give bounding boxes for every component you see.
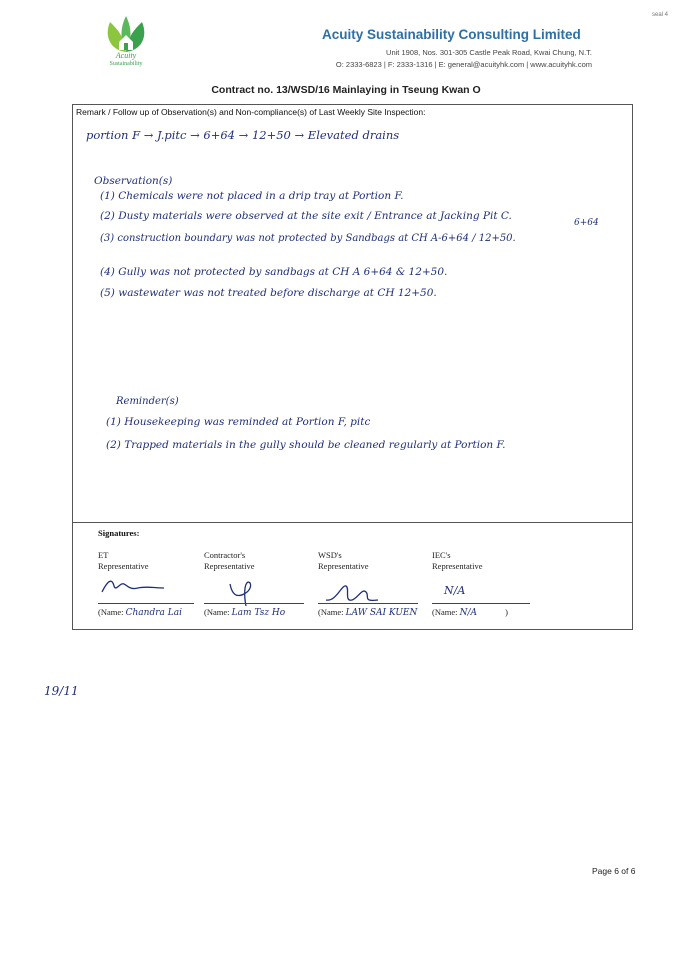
page-number: Page 6 of 6	[592, 866, 636, 876]
contractor-signature-line	[204, 603, 304, 604]
contractor-role: Contractor's Representative	[204, 550, 255, 571]
company-name: Acuity Sustainability Consulting Limited	[322, 27, 581, 42]
wsd-role: WSD's Representative	[318, 550, 369, 571]
iec-role: IEC's Representative	[432, 550, 483, 571]
route-note: portion F → J.pitc → 6+64 → 12+50 → Elevated drains	[86, 128, 400, 142]
signatures-heading: Signatures:	[98, 528, 140, 538]
contract-title: Contract no. 13/WSD/16 Mainlaying in Tseung Kwan O	[211, 84, 481, 96]
observation-item: (4) Gully was not protected by sandbags at CH A 6+64 & 12+50.	[100, 266, 448, 278]
remark-label: Remark / Follow up of Observation(s) and Non-compliance(s) of Last Weekly Site Inspection:	[76, 107, 426, 117]
observations-heading: Observation(s)	[94, 175, 173, 187]
contractor-name-field: (Name: Lam Tsz Ho	[204, 607, 286, 618]
corner-note: seal 4	[652, 12, 669, 18]
company-address: Unit 1908, Nos. 301-305 Castle Peak Road, Kwai Chung, N.T.	[386, 48, 592, 57]
signature-divider	[72, 522, 633, 523]
handwritten-date: 19/11	[44, 684, 79, 698]
et-role: ET Representative	[98, 550, 149, 571]
iec-signature-line	[432, 603, 530, 604]
et-signature-mark	[98, 576, 168, 596]
company-contact: O: 2333-6823 | F: 2333-1316 | E: general@acuityhk.com | www.acuityhk.com	[335, 60, 592, 69]
wsd-signature-line	[318, 603, 418, 604]
observation-item: (3) construction boundary was not protected by Sandbags at CH A-6+64 / 12+50.	[100, 233, 516, 244]
logo-name: Acuity	[115, 51, 137, 60]
et-name-field: (Name: Chandra Lai	[98, 607, 182, 618]
iec-signature-text: N/A	[444, 584, 466, 597]
reminder-item: (2) Trapped materials in the gully should be cleaned regularly at Portion F.	[106, 439, 506, 451]
observation-item: (5) wastewater was not treated before discharge at CH 12+50.	[100, 287, 437, 299]
wsd-name-field: (Name: LAW SAI KUEN	[318, 607, 418, 618]
observation-item: (1) Chemicals were not placed in a drip tray at Portion F.	[100, 190, 404, 202]
logo-subtitle: Sustainability	[109, 61, 143, 67]
et-signature-line	[98, 603, 194, 604]
iec-name-field: (Name: N/A )	[432, 607, 509, 618]
leaf-house-icon	[98, 12, 154, 54]
observation-annotation: 6+64	[574, 218, 599, 228]
reminders-heading: Reminder(s)	[116, 396, 179, 407]
observation-item: (2) Dusty materials were observed at the site exit / Entrance at Jacking Pit C.	[100, 210, 512, 222]
reminder-item: (1) Housekeeping was reminded at Portion F, pitc	[106, 416, 371, 428]
